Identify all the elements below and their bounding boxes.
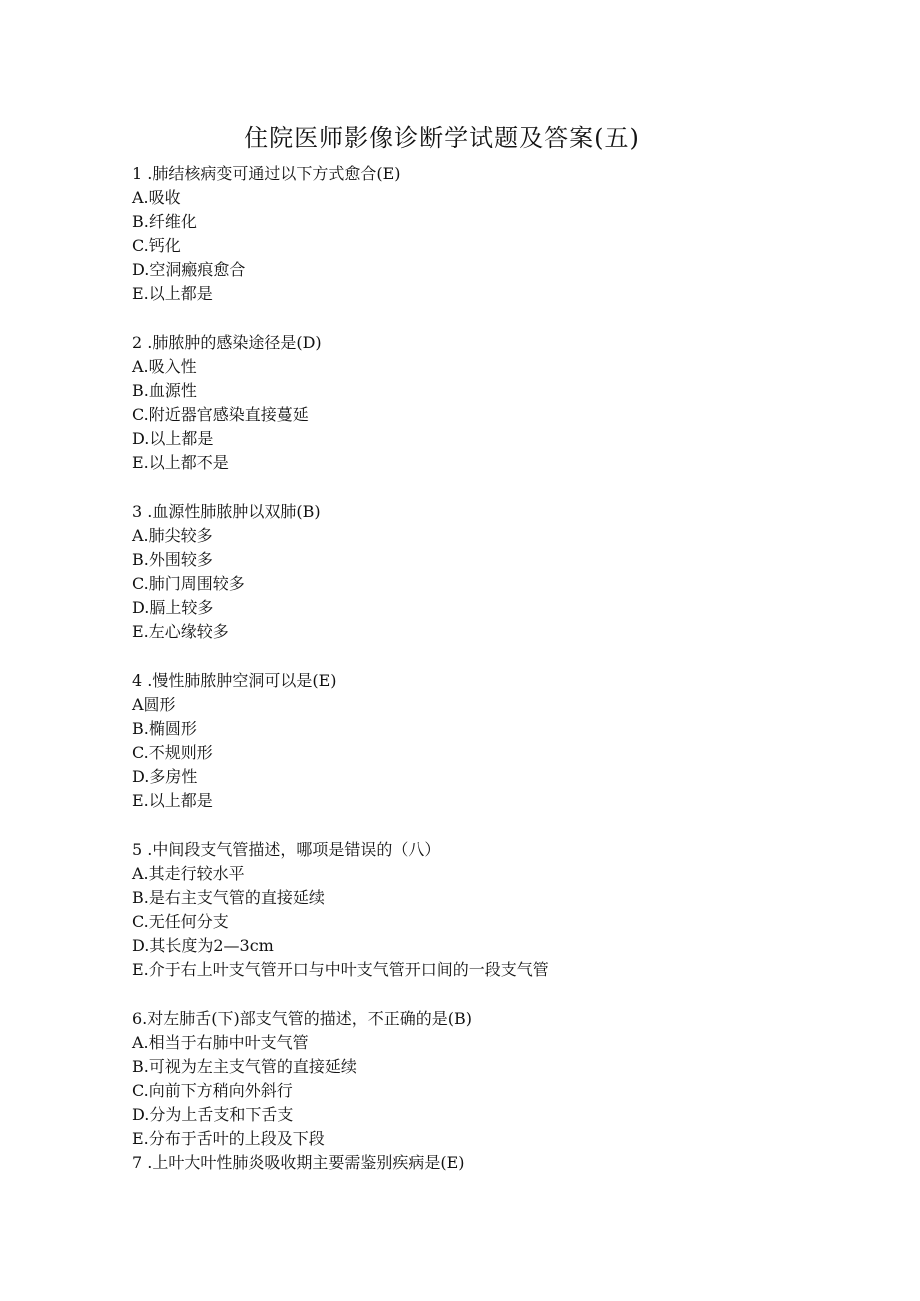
option-e: E.以上都是 — [132, 791, 213, 810]
question-3 — [132, 500, 872, 644]
question-stem: 3 .血源性肺脓肿以双肺(B) — [132, 502, 321, 521]
option-b: B.纤维化 — [132, 212, 197, 231]
question-stem: 5 .中间段支气管描述，哪项是错误的（八） — [132, 840, 441, 859]
option-a: A.其走行较水平 — [132, 864, 245, 883]
option-a: A.肺尖较多 — [132, 526, 213, 545]
option-b: B.椭圆形 — [132, 719, 197, 738]
question-2 — [132, 331, 872, 475]
question-list — [132, 162, 872, 1200]
question-4 — [132, 669, 872, 813]
option-d: D.空洞瘢痕愈合 — [132, 260, 246, 279]
option-c: C.附近器官感染直接蔓延 — [132, 405, 309, 424]
question-stem: 6.对左肺舌(下)部支气管的描述，不正确的是(B) — [132, 1009, 472, 1028]
option-e: E.左心缘较多 — [132, 622, 229, 641]
option-e: E.分布于舌叶的上段及下段 — [132, 1129, 325, 1148]
option-e: E.介于右上叶支气管开口与中叶支气管开口间的一段支气管 — [132, 960, 549, 979]
option-a: A.吸收 — [132, 188, 181, 207]
question-5 — [132, 838, 872, 982]
option-d: D.膈上较多 — [132, 598, 214, 617]
option-b: B.血源性 — [132, 381, 197, 400]
option-d: D.其长度为2—3cm — [132, 936, 274, 955]
question-6 — [132, 1007, 872, 1151]
option-e: E.以上都是 — [132, 284, 213, 303]
option-c: C.无任何分支 — [132, 912, 229, 931]
option-a: A.吸入性 — [132, 357, 197, 376]
option-c: C.钙化 — [132, 236, 181, 255]
document-title: 住院医师影像诊断学试题及答案(五) — [244, 124, 640, 152]
option-d: D.分为上舌支和下舌支 — [132, 1105, 294, 1124]
question-stem: 7 .上叶大叶性肺炎吸收期主要需鉴别疾病是(E) — [132, 1153, 465, 1172]
question-stem: 1 .肺结核病变可通过以下方式愈合(E) — [132, 164, 401, 183]
question-1 — [132, 162, 872, 306]
option-a: A.相当于右肺中叶支气管 — [132, 1033, 309, 1052]
option-e: E.以上都不是 — [132, 453, 229, 472]
option-d: D.多房性 — [132, 767, 198, 786]
option-b: B.是右主支气管的直接延续 — [132, 888, 325, 907]
option-c: C.向前下方稍向外斜行 — [132, 1081, 293, 1100]
question-stem: 2 .肺脓肿的感染途径是(D) — [132, 333, 322, 352]
option-b: B.外围较多 — [132, 550, 213, 569]
question-7 — [132, 1151, 872, 1175]
option-b: B.可视为左主支气管的直接延续 — [132, 1057, 357, 1076]
option-a: A圆形 — [132, 695, 176, 714]
option-d: D.以上都是 — [132, 429, 214, 448]
question-stem: 4 .慢性肺脓肿空洞可以是(E) — [132, 671, 337, 690]
option-c: C.肺门周围较多 — [132, 574, 245, 593]
option-c: C.不规则形 — [132, 743, 213, 762]
